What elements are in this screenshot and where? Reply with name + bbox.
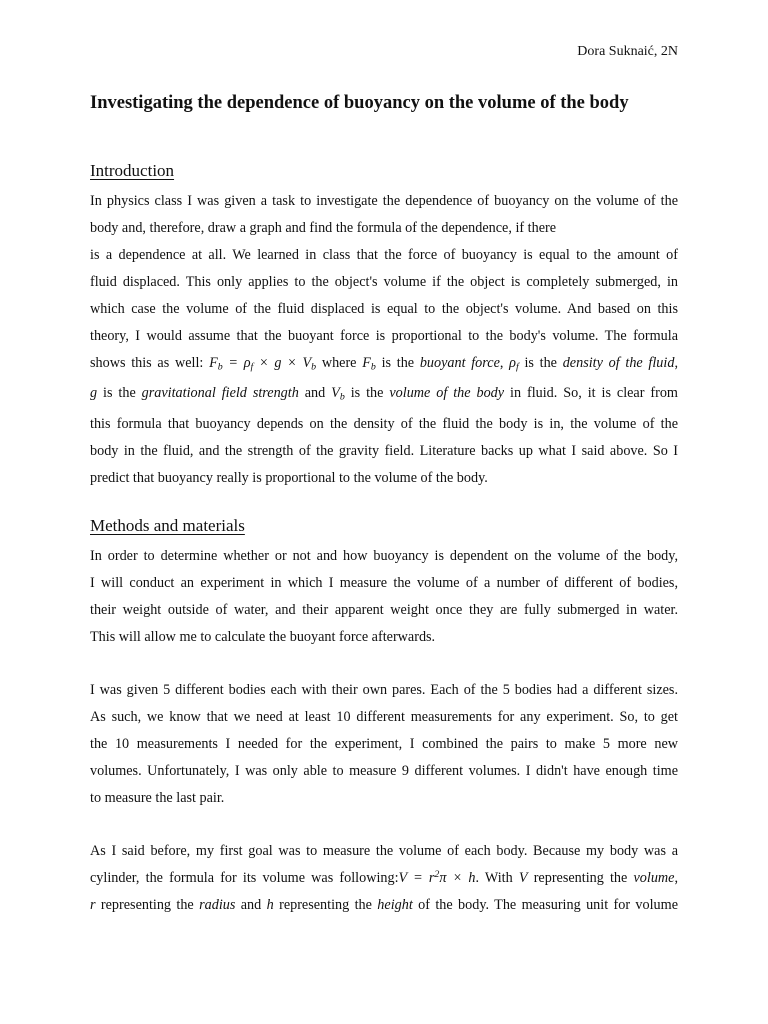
term-radius: radius (199, 897, 236, 913)
symbol-rho-f: $\rho_f$ (509, 355, 519, 373)
term-height: height (377, 897, 413, 913)
text-span: and (235, 897, 267, 913)
methods-heading: Methods and materials (90, 516, 245, 535)
text-span: , (674, 355, 678, 371)
symbol-vb: $V_b$ (331, 385, 345, 403)
text-line: body and, therefore, draw a graph and find the formula of the dependence, if there (90, 220, 557, 236)
text-span: representing the (527, 870, 634, 886)
text-span: in fluid. So, it is clear from (504, 385, 678, 402)
text-line: which case the volume of the fluid displaced is equal to the object's volume. And based on this (90, 301, 678, 317)
text-span: is the (375, 355, 420, 371)
text-span: . With (475, 870, 519, 886)
symbol-g: g (90, 385, 98, 402)
text-line: In order to determine whether or not and how buoyancy is dependent on the volume of the body, (90, 548, 678, 564)
text-span: is the (518, 355, 563, 371)
text-line: I will conduct an experiment in which I measure the volume of a number of different of bodies, (90, 575, 678, 591)
introduction-heading: Introduction (90, 161, 175, 180)
symbol-fb: $F_b$ (362, 355, 376, 373)
symbol-v: V (518, 870, 528, 886)
text-line: this formula that buoyancy depends on the density of the fluid the body is in, the volume of the (90, 415, 678, 432)
text-line: As I said before, my first goal was to measure the volume of each body. Because my body was a (90, 843, 678, 859)
term-buoyant-force: buoyant force (419, 355, 500, 371)
methods-paragraph-3 (90, 838, 678, 919)
text-line: As such, we know that we need at least 10 different measurements for any experiment. So, to get (90, 709, 678, 725)
text-line (90, 380, 678, 410)
text-span: and (298, 385, 332, 402)
term-density-of-fluid: density of the fluid (562, 355, 675, 371)
cylinder-volume-formula: $V = r^2\pi \times h$ (398, 869, 476, 886)
text-line: fluid displaced. This only applies to the object's volume if the object is completely submerged, in (90, 274, 678, 290)
author-name: Dora Suknaić, 2N (577, 44, 678, 59)
text-span: representing the (95, 897, 200, 913)
text-span: is the (97, 385, 142, 402)
text-span: shows this as well: (90, 355, 210, 371)
text-line (90, 350, 678, 380)
text-line: I was given 5 different bodies each with their own pares. Each of the 5 bodies had a different sizes. (90, 682, 678, 698)
text-span: representing the (273, 897, 378, 913)
term-volume: volume (633, 870, 675, 886)
text-line: the 10 measurements I needed for the experiment, I combined the pairs to make 5 more new (90, 736, 678, 752)
text-line: volumes. Unfortunately, I was only able to measure 9 different volumes. I didn't have enough time (90, 763, 678, 779)
text-line: body in the fluid, and the strength of the gravity field. Literature backs up what I said above. So I (90, 442, 678, 459)
methods-paragraph-2 (90, 677, 678, 812)
term-gravitational-field-strength: gravitational field strength (141, 385, 299, 402)
text-line: their weight outside of water, and their apparent weight once they are fully submerged in water. (90, 602, 678, 618)
text-line: to measure the last pair. (90, 790, 225, 806)
symbol-r: r (90, 897, 96, 913)
text-span: where (316, 355, 363, 371)
text-span: is the (344, 385, 390, 402)
symbol-h: h (266, 897, 274, 913)
text-span: cylinder, the formula for its volume was following: (90, 870, 399, 886)
document-title: Investigating the dependence of buoyancy on the volume of the body (90, 93, 629, 113)
text-span: of the body. The measuring unit for volume (412, 897, 678, 913)
text-line: This will allow me to calculate the buoyant force afterwards. (90, 629, 436, 645)
text-line (90, 892, 678, 919)
text-line: is a dependence at all. We learned in class that the force of buoyancy is equal to the amount of (90, 247, 678, 263)
introduction-paragraph (90, 188, 678, 492)
term-volume-of-body: volume of the body (389, 385, 505, 402)
text-span: , (674, 870, 679, 886)
text-line (90, 865, 678, 892)
text-line: predict that buoyancy really is proportional to the volume of the body. (90, 469, 488, 486)
buoyancy-formula: $F_b = \rho_f \times g \times V_b$ (209, 355, 317, 373)
text-line: In physics class I was given a task to investigate the dependence of buoyancy on the volume of the (90, 193, 678, 209)
text-span: , (499, 355, 510, 371)
text-line: theory, I would assume that the buoyant force is proportional to the body's volume. The formula (90, 328, 678, 344)
methods-paragraph-1 (90, 543, 678, 651)
